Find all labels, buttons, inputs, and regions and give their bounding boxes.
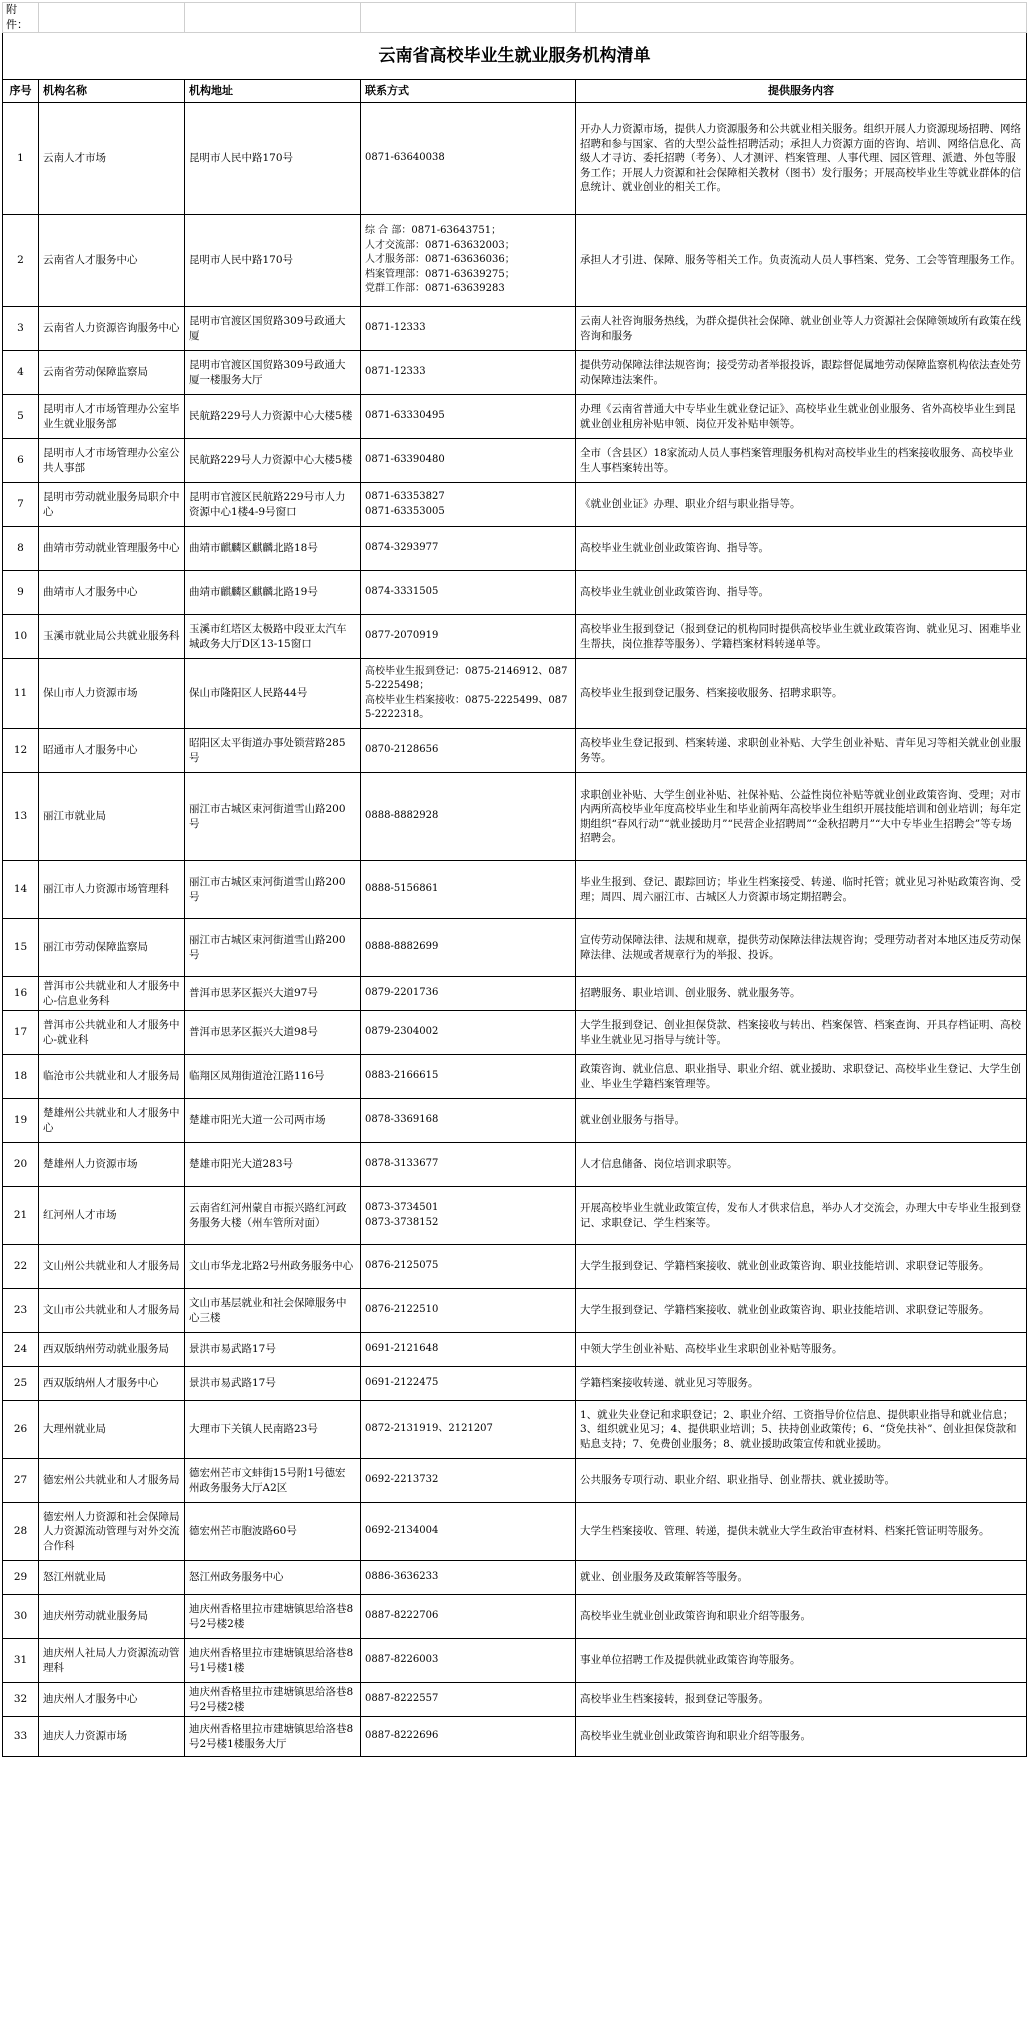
institution-address: 景洪市易武路17号 bbox=[185, 1333, 361, 1367]
row-number: 10 bbox=[3, 615, 39, 659]
contact-info: 综 合 部：0871-63643751； 人才交流部：0871-63632003； 人才服务部：0871-63636036； 档案管理部：0871-63639275； 党群工作部：0871-63639283 bbox=[361, 215, 576, 307]
table-row bbox=[3, 215, 1027, 307]
institution-list-table bbox=[2, 2, 1027, 1757]
institution-name: 西双版纳州人才服务中心 bbox=[39, 1367, 185, 1401]
row-number: 25 bbox=[3, 1367, 39, 1401]
institution-address: 民航路229号人力资源中心大楼5楼 bbox=[185, 439, 361, 483]
table-row bbox=[3, 1639, 1027, 1683]
table-row bbox=[3, 527, 1027, 571]
institution-name: 云南省劳动保障监察局 bbox=[39, 351, 185, 395]
table-row bbox=[3, 395, 1027, 439]
row-number: 32 bbox=[3, 1683, 39, 1717]
institution-address: 迪庆州香格里拉市建塘镇思给洛巷8号2号楼2楼 bbox=[185, 1595, 361, 1639]
service-content: 大学生报到登记、创业担保贷款、档案接收与转出、档案保管、档案查询、开具存档证明、高校毕业生就业见习指导与统计等。 bbox=[576, 1011, 1027, 1055]
institution-address: 德宏州芒市文蚌街15号附1号德宏州政务服务大厅A2区 bbox=[185, 1459, 361, 1503]
institution-address: 楚雄市阳光大道一公司两市场 bbox=[185, 1099, 361, 1143]
institution-address: 民航路229号人力资源中心大楼5楼 bbox=[185, 395, 361, 439]
institution-name: 昭通市人才服务中心 bbox=[39, 729, 185, 773]
institution-name: 楚雄州人力资源市场 bbox=[39, 1143, 185, 1187]
contact-info: 0871-12333 bbox=[361, 351, 576, 395]
table-row bbox=[3, 1055, 1027, 1099]
header-service: 提供服务内容 bbox=[576, 80, 1027, 103]
table-row bbox=[3, 1503, 1027, 1561]
contact-info: 0871-63330495 bbox=[361, 395, 576, 439]
table-row bbox=[3, 1099, 1027, 1143]
contact-info: 0874-3293977 bbox=[361, 527, 576, 571]
table-row bbox=[3, 1143, 1027, 1187]
contact-info: 0692-2134004 bbox=[361, 1503, 576, 1561]
contact-info: 0876-2125075 bbox=[361, 1245, 576, 1289]
contact-info: 0871-63390480 bbox=[361, 439, 576, 483]
institution-name: 云南人才市场 bbox=[39, 103, 185, 215]
row-number: 19 bbox=[3, 1099, 39, 1143]
service-content: 高校毕业生就业创业政策咨询、指导等。 bbox=[576, 571, 1027, 615]
table-row bbox=[3, 615, 1027, 659]
institution-address: 昆明市人民中路170号 bbox=[185, 215, 361, 307]
service-content: 开展高校毕业生就业政策宣传，发布人才供求信息，举办人才交流会，办理大中专毕业生报到登记、求职登记、学生档案等。 bbox=[576, 1187, 1027, 1245]
institution-address: 昭阳区太平街道办事处锁营路285号 bbox=[185, 729, 361, 773]
service-content: 求职创业补贴、大学生创业补贴、社保补贴、公益性岗位补贴等就业创业政策咨询、受理；对市内两所高校毕业年度高校毕业生和毕业前两年高校毕业生组织开展技能培训和创业培训；每年定期组织“春风行动”“就业援助月”“民营企业招聘周”“金秋招聘月”“大中专毕业生招聘会”等专场招聘会。 bbox=[576, 773, 1027, 861]
contact-info: 0876-2122510 bbox=[361, 1289, 576, 1333]
table-row bbox=[3, 1683, 1027, 1717]
contact-info: 0871-12333 bbox=[361, 307, 576, 351]
contact-info: 0887-8222557 bbox=[361, 1683, 576, 1717]
institution-address: 文山市华龙北路2号州政务服务中心 bbox=[185, 1245, 361, 1289]
institution-name: 云南省人才服务中心 bbox=[39, 215, 185, 307]
row-number: 5 bbox=[3, 395, 39, 439]
service-content: 大学生报到登记、学籍档案接收、就业创业政策咨询、职业技能培训、求职登记等服务。 bbox=[576, 1245, 1027, 1289]
table-row bbox=[3, 1011, 1027, 1055]
institution-name: 曲靖市劳动就业管理服务中心 bbox=[39, 527, 185, 571]
institution-address: 保山市隆阳区人民路44号 bbox=[185, 659, 361, 729]
institution-name: 红河州人才市场 bbox=[39, 1187, 185, 1245]
institution-address: 大理市下关镇人民南路23号 bbox=[185, 1401, 361, 1459]
institution-address: 丽江市古城区束河街道雪山路200号 bbox=[185, 861, 361, 919]
contact-info: 0888-5156861 bbox=[361, 861, 576, 919]
table-row bbox=[3, 351, 1027, 395]
row-number: 18 bbox=[3, 1055, 39, 1099]
institution-address: 迪庆州香格里拉市建塘镇思给洛巷8号1号楼1楼 bbox=[185, 1639, 361, 1683]
institution-name: 楚雄州公共就业和人才服务中心 bbox=[39, 1099, 185, 1143]
institution-address: 临翔区凤翔街道沧江路116号 bbox=[185, 1055, 361, 1099]
institution-name: 迪庆州劳动就业服务局 bbox=[39, 1595, 185, 1639]
contact-info: 0888-8882699 bbox=[361, 919, 576, 977]
institution-name: 玉溪市就业局公共就业服务科 bbox=[39, 615, 185, 659]
row-number: 9 bbox=[3, 571, 39, 615]
institution-name: 曲靖市人才服务中心 bbox=[39, 571, 185, 615]
contact-info: 0871-63353827 0871-63353005 bbox=[361, 483, 576, 527]
institution-address: 迪庆州香格里拉市建塘镇思给洛巷8号2号楼1楼服务大厅 bbox=[185, 1717, 361, 1757]
row-number: 4 bbox=[3, 351, 39, 395]
table-row bbox=[3, 1367, 1027, 1401]
row-number: 8 bbox=[3, 527, 39, 571]
table-row bbox=[3, 1595, 1027, 1639]
institution-name: 丽江市就业局 bbox=[39, 773, 185, 861]
institution-name: 怒江州就业局 bbox=[39, 1561, 185, 1595]
contact-info: 0886-3636233 bbox=[361, 1561, 576, 1595]
empty-cell bbox=[39, 3, 185, 33]
title-row bbox=[3, 33, 1027, 80]
annex-row bbox=[3, 3, 1027, 33]
row-number: 2 bbox=[3, 215, 39, 307]
row-number: 23 bbox=[3, 1289, 39, 1333]
empty-cell bbox=[185, 3, 361, 33]
contact-info: 0871-63640038 bbox=[361, 103, 576, 215]
table-row bbox=[3, 1245, 1027, 1289]
institution-name: 临沧市公共就业和人才服务局 bbox=[39, 1055, 185, 1099]
row-number: 22 bbox=[3, 1245, 39, 1289]
contact-info: 0887-8222696 bbox=[361, 1717, 576, 1757]
table-row bbox=[3, 919, 1027, 977]
table-row bbox=[3, 307, 1027, 351]
service-content: 全市（含县区）18家流动人员人事档案管理服务机构对高校毕业生的档案接收服务、高校毕业生人事档案转出等。 bbox=[576, 439, 1027, 483]
service-content: 高校毕业生就业创业政策咨询和职业介绍等服务。 bbox=[576, 1717, 1027, 1757]
service-content: 毕业生报到、登记、跟踪回访；毕业生档案接受、转递、临时托管；就业见习补贴政策咨询、受理；周四、周六丽江市、古城区人力资源市场定期招聘会。 bbox=[576, 861, 1027, 919]
institution-address: 昆明市官渡区民航路229号市人力资源中心1楼4-9号窗口 bbox=[185, 483, 361, 527]
institution-name: 云南省人力资源咨询服务中心 bbox=[39, 307, 185, 351]
header-name: 机构名称 bbox=[39, 80, 185, 103]
service-content: 就业、创业服务及政策解答等服务。 bbox=[576, 1561, 1027, 1595]
empty-cell bbox=[361, 3, 576, 33]
institution-address: 曲靖市麒麟区麒麟北路18号 bbox=[185, 527, 361, 571]
service-content: 高校毕业生报到登记服务、档案接收服务、招聘求职等。 bbox=[576, 659, 1027, 729]
institution-address: 曲靖市麒麟区麒麟北路19号 bbox=[185, 571, 361, 615]
contact-info: 0872-2131919、2121207 bbox=[361, 1401, 576, 1459]
institution-name: 文山市公共就业和人才服务局 bbox=[39, 1289, 185, 1333]
service-content: 提供劳动保障法律法规咨询；接受劳动者举报投诉，跟踪督促属地劳动保障监察机构依法查处劳动保障违法案件。 bbox=[576, 351, 1027, 395]
institution-address: 景洪市易武路17号 bbox=[185, 1367, 361, 1401]
row-number: 24 bbox=[3, 1333, 39, 1367]
service-content: 《就业创业证》办理、职业介绍与职业指导等。 bbox=[576, 483, 1027, 527]
contact-info: 0887-8226003 bbox=[361, 1639, 576, 1683]
table-row bbox=[3, 1333, 1027, 1367]
service-content: 宣传劳动保障法律、法规和规章，提供劳动保障法律法规咨询；受理劳动者对本地区违反劳动保障法律、法规或者规章行为的举报、投诉。 bbox=[576, 919, 1027, 977]
row-number: 20 bbox=[3, 1143, 39, 1187]
institution-name: 丽江市人力资源市场管理科 bbox=[39, 861, 185, 919]
contact-info: 0870-2128656 bbox=[361, 729, 576, 773]
row-number: 33 bbox=[3, 1717, 39, 1757]
table-row bbox=[3, 729, 1027, 773]
table-row bbox=[3, 103, 1027, 215]
contact-info: 0874-3331505 bbox=[361, 571, 576, 615]
service-content: 中领大学生创业补贴、高校毕业生求职创业补贴等服务。 bbox=[576, 1333, 1027, 1367]
header-address: 机构地址 bbox=[185, 80, 361, 103]
institution-address: 怒江州政务服务中心 bbox=[185, 1561, 361, 1595]
table-row bbox=[3, 439, 1027, 483]
page-title: 云南省高校毕业生就业服务机构清单 bbox=[3, 33, 1027, 80]
contact-info: 0877-2070919 bbox=[361, 615, 576, 659]
row-number: 31 bbox=[3, 1639, 39, 1683]
table-row bbox=[3, 773, 1027, 861]
row-number: 6 bbox=[3, 439, 39, 483]
institution-name: 迪庆州人社局人力资源流动管理科 bbox=[39, 1639, 185, 1683]
service-content: 高校毕业生就业创业政策咨询、指导等。 bbox=[576, 527, 1027, 571]
service-content: 事业单位招聘工作及提供就业政策咨询等服务。 bbox=[576, 1639, 1027, 1683]
contact-info: 0691-2122475 bbox=[361, 1367, 576, 1401]
institution-name: 德宏州人力资源和社会保障局人力资源流动管理与对外交流合作科 bbox=[39, 1503, 185, 1561]
table-row bbox=[3, 659, 1027, 729]
service-content: 招聘服务、职业培训、创业服务、就业服务等。 bbox=[576, 977, 1027, 1011]
header-no: 序号 bbox=[3, 80, 39, 103]
row-number: 27 bbox=[3, 1459, 39, 1503]
institution-address: 昆明市官渡区国贸路309号政通大厦一楼服务大厅 bbox=[185, 351, 361, 395]
header-row bbox=[3, 80, 1027, 103]
service-content: 高校毕业生登记报到、档案转递、求职创业补贴、大学生创业补贴、青年见习等相关就业创业服务等。 bbox=[576, 729, 1027, 773]
service-content: 承担人才引进、保障、服务等相关工作。负责流动人员人事档案、党务、工会等管理服务工作。 bbox=[576, 215, 1027, 307]
institution-address: 昆明市官渡区国贸路309号政通大厦 bbox=[185, 307, 361, 351]
institution-address: 楚雄市阳光大道283号 bbox=[185, 1143, 361, 1187]
contact-info: 0692-2213732 bbox=[361, 1459, 576, 1503]
institution-name: 西双版纳州劳动就业服务局 bbox=[39, 1333, 185, 1367]
table-row bbox=[3, 1401, 1027, 1459]
contact-info: 0879-2201736 bbox=[361, 977, 576, 1011]
contact-info: 高校毕业生报到登记：0875-2146912、0875-2225498； 高校毕业生档案接收：0875-2225499、0875-2222318。 bbox=[361, 659, 576, 729]
institution-address: 普洱市思茅区振兴大道98号 bbox=[185, 1011, 361, 1055]
row-number: 26 bbox=[3, 1401, 39, 1459]
institution-address: 迪庆州香格里拉市建塘镇思给洛巷8号2号楼2楼 bbox=[185, 1683, 361, 1717]
contact-info: 0878-3133677 bbox=[361, 1143, 576, 1187]
row-number: 28 bbox=[3, 1503, 39, 1561]
row-number: 21 bbox=[3, 1187, 39, 1245]
contact-info: 0879-2304002 bbox=[361, 1011, 576, 1055]
row-number: 3 bbox=[3, 307, 39, 351]
institution-name: 迪庆人力资源市场 bbox=[39, 1717, 185, 1757]
service-content: 办理《云南省普通大中专毕业生就业登记证》、高校毕业生就业创业服务、省外高校毕业生到昆就业创业租房补贴申领、岗位开发补贴申领等。 bbox=[576, 395, 1027, 439]
service-content: 学籍档案接收转递、就业见习等服务。 bbox=[576, 1367, 1027, 1401]
row-number: 13 bbox=[3, 773, 39, 861]
contact-info: 0888-8882928 bbox=[361, 773, 576, 861]
institution-name: 迪庆州人才服务中心 bbox=[39, 1683, 185, 1717]
institution-address: 文山市基层就业和社会保障服务中心三楼 bbox=[185, 1289, 361, 1333]
institution-name: 普洱市公共就业和人才服务中心-就业科 bbox=[39, 1011, 185, 1055]
row-number: 11 bbox=[3, 659, 39, 729]
row-number: 12 bbox=[3, 729, 39, 773]
contact-info: 0878-3369168 bbox=[361, 1099, 576, 1143]
row-number: 14 bbox=[3, 861, 39, 919]
service-content: 高校毕业生报到登记（报到登记的机构同时提供高校毕业生就业政策咨询、就业见习、困难毕业生帮扶，岗位推荐等服务）、学籍档案材料转递单等。 bbox=[576, 615, 1027, 659]
institution-name: 昆明市劳动就业服务局职介中心 bbox=[39, 483, 185, 527]
table-row bbox=[3, 1717, 1027, 1757]
table-row bbox=[3, 1289, 1027, 1333]
service-content: 大学生报到登记、学籍档案接收、就业创业政策咨询、职业技能培训、求职登记等服务。 bbox=[576, 1289, 1027, 1333]
table-row bbox=[3, 571, 1027, 615]
institution-name: 丽江市劳动保障监察局 bbox=[39, 919, 185, 977]
row-number: 7 bbox=[3, 483, 39, 527]
institution-address: 德宏州芒市胞波路60号 bbox=[185, 1503, 361, 1561]
row-number: 17 bbox=[3, 1011, 39, 1055]
row-number: 29 bbox=[3, 1561, 39, 1595]
institution-name: 昆明市人才市场管理办公室毕业生就业服务部 bbox=[39, 395, 185, 439]
service-content: 高校毕业生就业创业政策咨询和职业介绍等服务。 bbox=[576, 1595, 1027, 1639]
row-number: 15 bbox=[3, 919, 39, 977]
table-row bbox=[3, 861, 1027, 919]
institution-address: 云南省红河州蒙自市振兴路红河政务服务大楼（州车管所对面） bbox=[185, 1187, 361, 1245]
institution-address: 丽江市古城区束河街道雪山路200号 bbox=[185, 773, 361, 861]
table-row bbox=[3, 1459, 1027, 1503]
table-row bbox=[3, 977, 1027, 1011]
row-number: 30 bbox=[3, 1595, 39, 1639]
institution-address: 玉溪市红塔区太极路中段亚太汽车城政务大厅D区13-15窗口 bbox=[185, 615, 361, 659]
service-content: 1、就业失业登记和求职登记；2、职业介绍、工资指导价位信息、提供职业指导和就业信息；3、组织就业见习；4、提供职业培训；5、扶持创业政策传；6、“贷免扶补”、创业担保贷款和贴息支持；7、免费创业服务；8、就业援助政策宣传和就业援助。 bbox=[576, 1401, 1027, 1459]
service-content: 开办人力资源市场，提供人力资源服务和公共就业相关服务。组织开展人力资源现场招聘、网络招聘和参与国家、省的大型公益性招聘活动；承担人力资源方面的咨询、培训、网络信息化、高级人才寻访、委托招聘（考务）、人才测评、档案管理、人事代理、园区管理、派遣、外包等服务工作；开展人力资源和社会保障相关教材（图书）发行服务；开展高校毕业生等就业群体的信息统计、就业创业的相关工作。 bbox=[576, 103, 1027, 215]
service-content: 大学生档案接收、管理、转递，提供未就业大学生政治审查材料、档案托管证明等服务。 bbox=[576, 1503, 1027, 1561]
contact-info: 0691-2121648 bbox=[361, 1333, 576, 1367]
institution-name: 保山市人力资源市场 bbox=[39, 659, 185, 729]
service-content: 人才信息储备、岗位培训求职等。 bbox=[576, 1143, 1027, 1187]
empty-cell bbox=[576, 3, 1027, 33]
institution-address: 普洱市思茅区振兴大道97号 bbox=[185, 977, 361, 1011]
institution-address: 丽江市古城区束河街道雪山路200号 bbox=[185, 919, 361, 977]
row-number: 1 bbox=[3, 103, 39, 215]
row-number: 16 bbox=[3, 977, 39, 1011]
institution-name: 昆明市人才市场管理办公室公共人事部 bbox=[39, 439, 185, 483]
service-content: 就业创业服务与指导。 bbox=[576, 1099, 1027, 1143]
table-row bbox=[3, 483, 1027, 527]
service-content: 政策咨询、就业信息、职业指导、职业介绍、就业援助、求职登记、高校毕业生登记、大学生创业、毕业生学籍档案管理等。 bbox=[576, 1055, 1027, 1099]
contact-info: 0873-3734501 0873-3738152 bbox=[361, 1187, 576, 1245]
header-contact: 联系方式 bbox=[361, 80, 576, 103]
service-content: 云南人社咨询服务热线，为群众提供社会保障、就业创业等人力资源社会保障领域所有政策在线咨询和服务 bbox=[576, 307, 1027, 351]
annex-label: 附件： bbox=[3, 3, 39, 33]
institution-name: 德宏州公共就业和人才服务局 bbox=[39, 1459, 185, 1503]
table-row bbox=[3, 1561, 1027, 1595]
institution-name: 文山州公共就业和人才服务局 bbox=[39, 1245, 185, 1289]
contact-info: 0883-2166615 bbox=[361, 1055, 576, 1099]
table-row bbox=[3, 1187, 1027, 1245]
institution-address: 昆明市人民中路170号 bbox=[185, 103, 361, 215]
contact-info: 0887-8222706 bbox=[361, 1595, 576, 1639]
institution-name: 普洱市公共就业和人才服务中心-信息业务科 bbox=[39, 977, 185, 1011]
service-content: 公共服务专项行动、职业介绍、职业指导、创业帮扶、就业援助等。 bbox=[576, 1459, 1027, 1503]
service-content: 高校毕业生档案接转，报到登记等服务。 bbox=[576, 1683, 1027, 1717]
institution-name: 大理州就业局 bbox=[39, 1401, 185, 1459]
